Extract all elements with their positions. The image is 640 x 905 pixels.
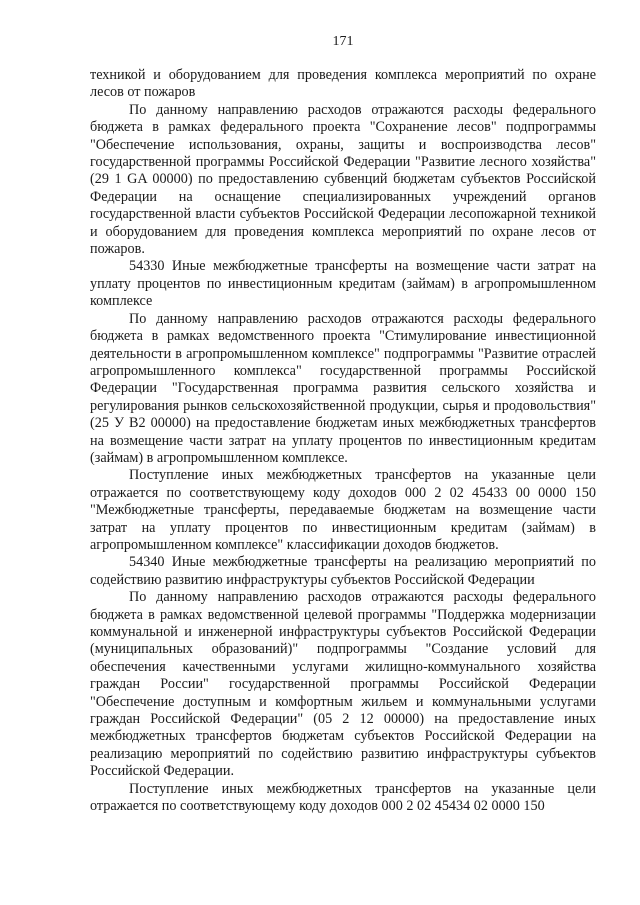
paragraph: Поступление иных межбюджетных трансфертов на указанные цели отражается по соответствующему коду доходов 000 2 02 45433 00 0000 150 "Межбюджетные трансферты, передаваемые бюджетам на возмещение части затрат на уплату процентов по инвестиционным кредитам (займам) в агропромышленном комплексе" классификации доходов бюджетов. [90,467,596,553]
paragraph: Поступление иных межбюджетных трансфертов на указанные цели отражается по соответствующему коду доходов 000 2 02 45434 02 0000 150 [90,780,596,815]
section-heading-54340: 54340 Иные межбюджетные трансферты на реализацию мероприятий по содействию развитию инфраструктуры субъектов Российской Федерации [90,554,596,588]
document-body [90,67,596,815]
paragraph: По данному направлению расходов отражаются расходы федерального бюджета в рамках ведомственного проекта "Стимулирование инвестиционной деятельности в агропромышленном комплексе" подпрограммы "Развитие отраслей агропромышленного комплекса" государственной программы Российской Федерации "Государственная программа развития сельского хозяйства и регулирования рынков сельскохозяйственной продукции, сырья и продовольствия" (25 У В2 00000) на предоставление бюджетам иных межбюджетных трансфертов на возмещение части затрат на уплату процентов по инвестиционным кредитам (займам) в агропромышленном комплексе. [90,310,596,466]
paragraph: По данному направлению расходов отражаются расходы федерального бюджета в рамках ведомственной целевой программы "Поддержка модернизации коммунальной и инженерной инфраструктуры субъектов Российской Федерации (муниципальных образований)" подпрограммы "Создание условий для обеспечения качественными услугами жилищно-коммунального хозяйства граждан России" государственной программы Российской Федерации "Обеспечение доступным и комфортным жильем и коммунальными услугами граждан Российской Федерации" (05 2 12 00000) на предоставление иных межбюджетных трансфертов бюджетам субъектов Российской Федерации на реализацию мероприятий по содействию развитию инфраструктуры субъектов Российской Федерации. [90,589,596,780]
paragraph-continuation: техникой и оборудованием для проведения комплекса мероприятий по охране лесов от пожаров [90,67,596,101]
paragraph: По данному направлению расходов отражаются расходы федерального бюджета в рамках федерального проекта "Сохранение лесов" подпрограммы "Обеспечение использования, охраны, защиты и воспроизводства лесов" государственной программы Российской Федерации "Развитие лесного хозяйства" (29 1 GA 00000) по предоставлению субвенций бюджетам субъектов Российской Федерации на оснащение специализированных учреждений органов государственной власти субъектов Российской Федерации лесопожарной техникой и оборудованием для проведения комплекса мероприятий по охране лесов от пожаров. [90,101,596,258]
section-heading-54330: 54330 Иные межбюджетные трансферты на возмещение части затрат на уплату процентов по инвестиционным кредитам (займам) в агропромышленном комплексе [90,258,596,310]
page-number: 171 [332,34,354,49]
